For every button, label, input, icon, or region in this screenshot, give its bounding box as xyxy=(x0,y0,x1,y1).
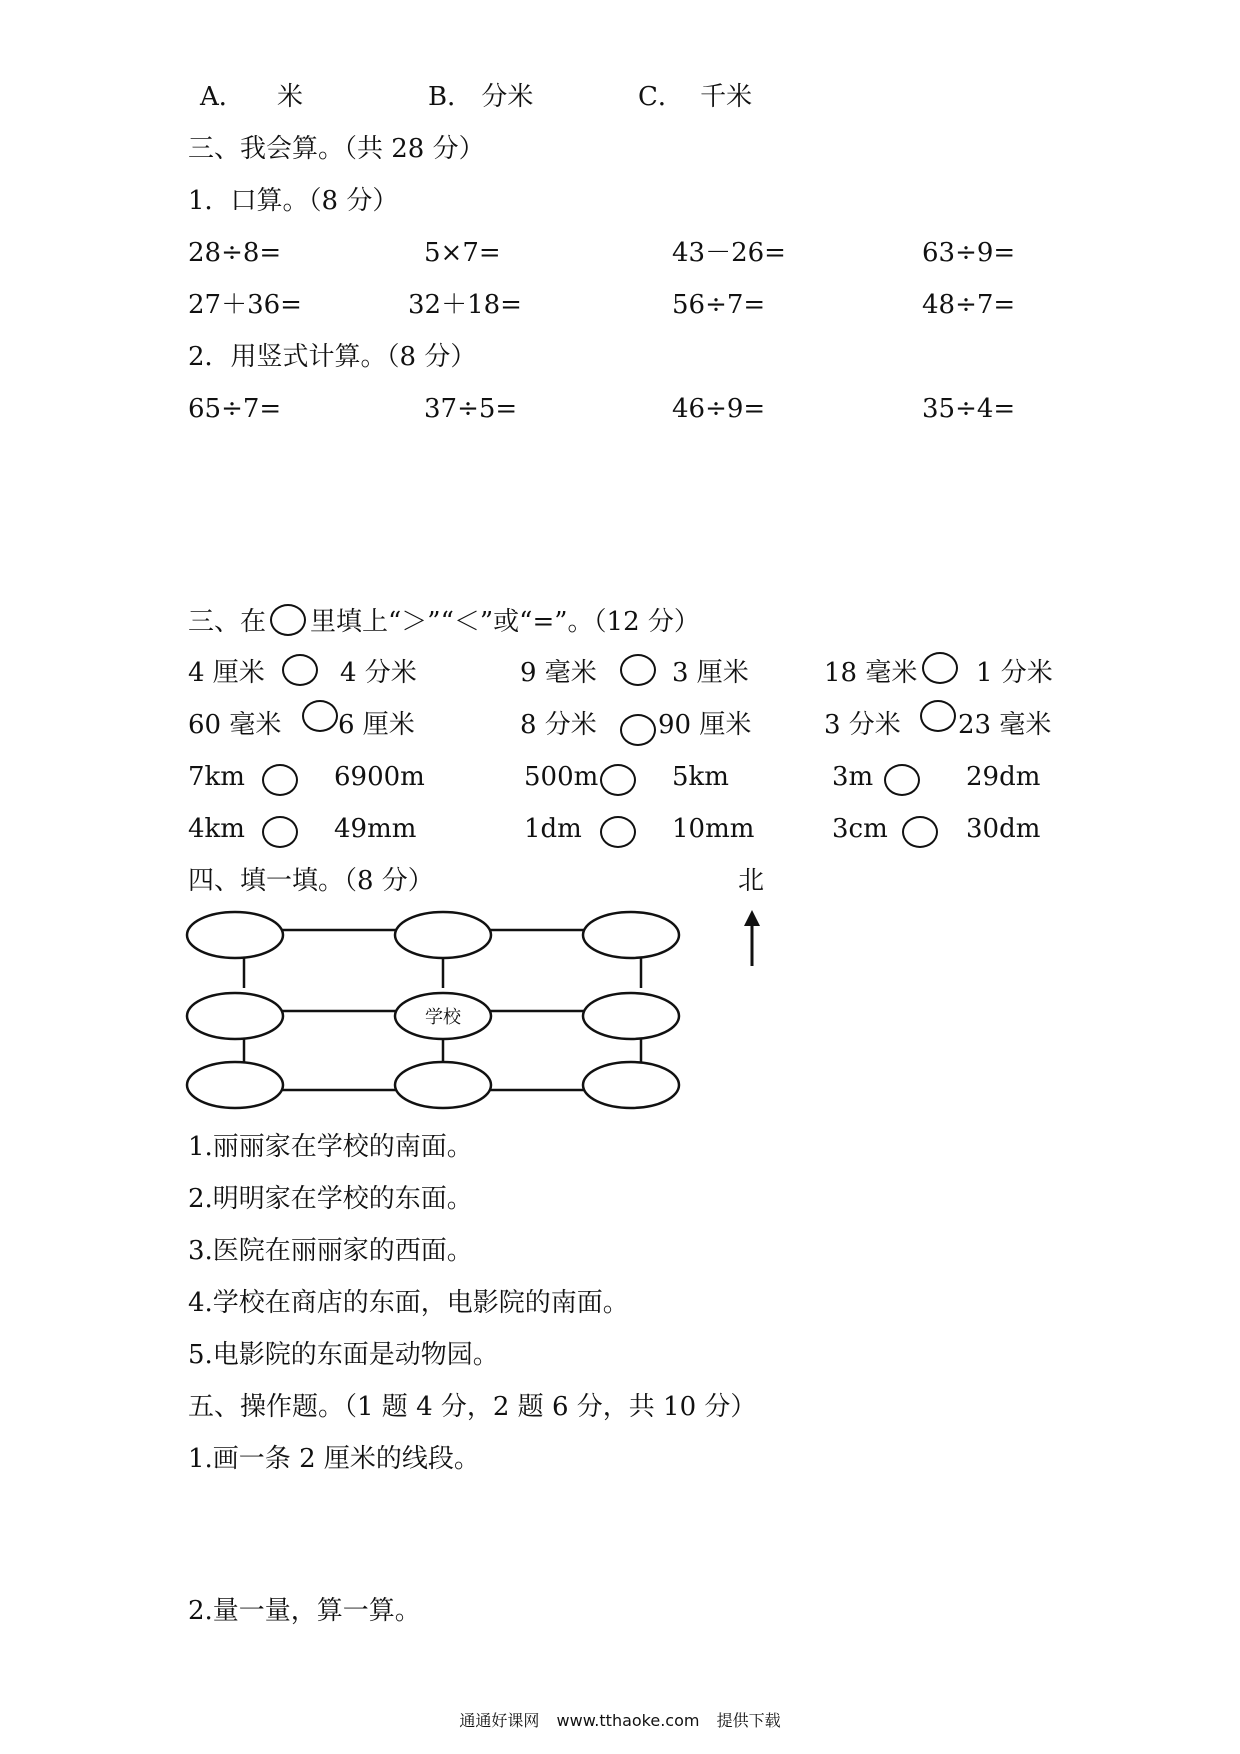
map-blank-ellipse[interactable] xyxy=(583,912,679,958)
oral-calc-item: 48÷7= xyxy=(922,290,1016,320)
oral-calc-item: 5×7= xyxy=(424,238,501,268)
section3-q1-title: 1．口算。（8 分） xyxy=(188,186,399,216)
compare-right: 10mm xyxy=(672,814,755,844)
choice-b-text: 分米 xyxy=(481,82,534,112)
map-blank-ellipse[interactable] xyxy=(583,1062,679,1108)
compare-right: 1 分米 xyxy=(976,658,1053,688)
oral-calc-item: 28÷8= xyxy=(188,238,282,268)
compare-right: 4 分米 xyxy=(340,658,417,688)
choice-b-label: B． xyxy=(428,82,474,112)
map-blank-ellipse[interactable] xyxy=(187,1062,283,1108)
fill-statement: 1.丽丽家在学校的南面。 xyxy=(188,1132,473,1162)
compare-right: 90 厘米 xyxy=(658,710,752,740)
fill-title: 四、填一填。（8 分） xyxy=(188,866,434,896)
compare-right: 29dm xyxy=(966,762,1041,792)
compare-left: 7km xyxy=(188,762,245,792)
vertical-calc-item: 37÷5= xyxy=(424,394,518,424)
compare-left: 500m xyxy=(524,762,599,792)
map-blank-ellipse[interactable] xyxy=(583,993,679,1039)
fill-statement: 5.电影院的东面是动物园。 xyxy=(188,1340,499,1370)
oral-calc-item: 63÷9= xyxy=(922,238,1016,268)
section5-q1: 1.画一条 2 厘米的线段。 xyxy=(188,1444,480,1474)
page-footer xyxy=(0,1708,1240,1731)
vertical-calc-item: 65÷7= xyxy=(188,394,282,424)
vertical-calc-item: 35÷4= xyxy=(922,394,1016,424)
choice-c-label: C． xyxy=(638,82,684,112)
fill-statement: 2.明明家在学校的东面。 xyxy=(188,1184,473,1214)
compare-title-suffix: 里填上“＞”“＜”或“=”。（12 分） xyxy=(310,607,700,637)
north-arrow-icon xyxy=(744,910,760,966)
compare-right: 23 毫米 xyxy=(958,710,1052,740)
compare-right: 6 厘米 xyxy=(338,710,415,740)
choice-a-text: 米 xyxy=(277,82,304,112)
compare-left: 18 毫米 xyxy=(824,658,918,688)
compare-right: 49mm xyxy=(334,814,417,844)
footer-url[interactable]: www.tthaoke.com xyxy=(556,1711,700,1730)
footer-site-name: 通通好课网 xyxy=(459,1711,540,1730)
compare-left: 8 分米 xyxy=(520,710,597,740)
fill-statement: 3.医院在丽丽家的西面。 xyxy=(188,1236,473,1266)
choice-a-label: A． xyxy=(200,82,245,112)
compare-left: 4km xyxy=(188,814,245,844)
compare-left: 4 厘米 xyxy=(188,658,265,688)
school-label: 学校 xyxy=(425,1007,461,1028)
vertical-calc-item: 46÷9= xyxy=(672,394,766,424)
map-blank-ellipse[interactable] xyxy=(395,912,491,958)
choice-c-text: 千米 xyxy=(700,82,753,112)
oral-calc-item: 27＋36= xyxy=(188,290,302,320)
compare-left: 1dm xyxy=(524,814,582,844)
oral-calc-item: 32＋18= xyxy=(408,290,522,320)
map-blank-ellipse[interactable] xyxy=(187,993,283,1039)
section5-title: 五、操作题。（1 题 4 分，2 题 6 分，共 10 分） xyxy=(188,1392,757,1422)
oral-calc-item: 43－26= xyxy=(672,238,786,268)
compare-left: 3m xyxy=(832,762,874,792)
compare-right: 6900m xyxy=(334,762,425,792)
compare-left: 9 毫米 xyxy=(520,658,597,688)
compare-right: 5km xyxy=(672,762,729,792)
map-blank-ellipse[interactable] xyxy=(395,1062,491,1108)
compare-right: 3 厘米 xyxy=(672,658,749,688)
compare-left: 3cm xyxy=(832,814,888,844)
fill-statement: 4.学校在商店的东面，电影院的南面。 xyxy=(188,1288,629,1318)
map-blank-ellipse[interactable] xyxy=(187,912,283,958)
oral-calc-item: 56÷7= xyxy=(672,290,766,320)
compare-title-prefix: 三、在 xyxy=(188,607,267,637)
compare-left: 60 毫米 xyxy=(188,710,282,740)
compare-left: 3 分米 xyxy=(824,710,901,740)
section3-title: 三、我会算。（共 28 分） xyxy=(188,134,485,164)
section3-q2-title: 2．用竖式计算。（8 分） xyxy=(188,342,477,372)
north-label: 北 xyxy=(738,866,765,896)
footer-suffix: 提供下载 xyxy=(716,1711,781,1730)
compare-right: 30dm xyxy=(966,814,1041,844)
section5-q2: 2.量一量，算一算。 xyxy=(188,1596,421,1626)
